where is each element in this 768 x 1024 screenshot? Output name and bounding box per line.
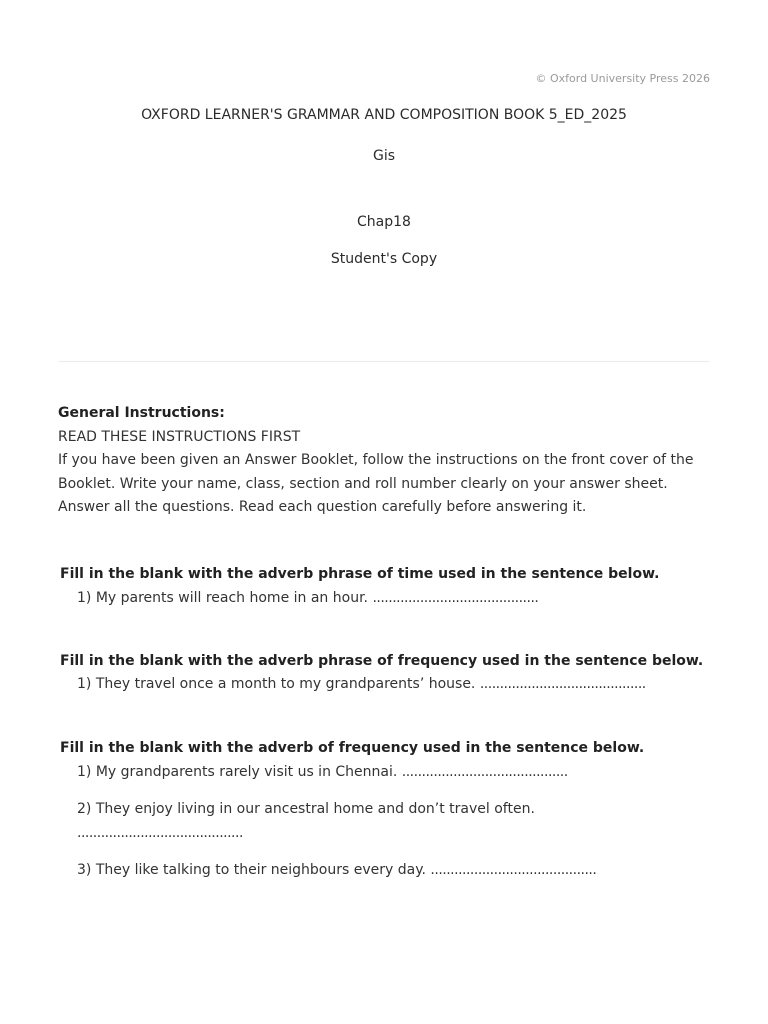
question-item	[60, 797, 720, 845]
instructions-body: If you have been given an Answer Booklet, follow the instructions on the front cover of the Booklet. Write your name, class, section and roll number clearly on your answer sheet. Answer all the questions. Read each question carefully before answering it.	[58, 452, 694, 515]
question-text: 2) They enjoy living in our ancestral home and don’t travel often.	[77, 801, 535, 817]
general-instructions	[58, 402, 718, 520]
header-divider	[58, 361, 710, 362]
copyright-notice: © Oxford University Press 2026	[535, 72, 710, 85]
answer-blank[interactable]: ..........................................	[430, 862, 597, 878]
instructions-heading: General Instructions:	[58, 405, 225, 421]
question-item	[60, 586, 720, 610]
question-item	[60, 760, 720, 784]
section-title: Fill in the blank with the adverb phrase of time used in the sentence below.	[60, 566, 660, 582]
answer-blank[interactable]: ..........................................	[479, 676, 646, 692]
school-name: Gis	[372, 148, 396, 164]
question-item	[60, 672, 720, 696]
copy-type-label: Student's Copy	[330, 251, 438, 267]
section-title: Fill in the blank with the adverb phrase of frequency used in the sentence below.	[60, 653, 704, 669]
book-title: OXFORD LEARNER'S GRAMMAR AND COMPOSITION BOOK 5_ED_2025	[141, 107, 627, 123]
instructions-first-line: READ THESE INSTRUCTIONS FIRST	[58, 428, 301, 445]
section-title: Fill in the blank with the adverb of frequency used in the sentence below.	[60, 740, 645, 756]
question-text: 3) They like talking to their neighbours every day.	[77, 862, 426, 878]
answer-blank[interactable]: ..........................................	[372, 590, 539, 606]
question-item	[60, 858, 720, 882]
question-section-time	[60, 564, 720, 610]
question-text: 1) My parents will reach home in an hour.	[77, 590, 368, 606]
answer-blank[interactable]: ..........................................	[401, 764, 568, 780]
question-text: 1) They travel once a month to my grandparents’ house.	[77, 676, 476, 692]
question-section-frequency-adverb	[60, 738, 720, 882]
question-section-frequency-phrase	[60, 651, 720, 696]
chapter-label: Chap18	[357, 214, 411, 230]
question-text: 1) My grandparents rarely visit us in Chennai.	[77, 764, 398, 780]
answer-blank[interactable]: ..........................................	[77, 825, 243, 841]
